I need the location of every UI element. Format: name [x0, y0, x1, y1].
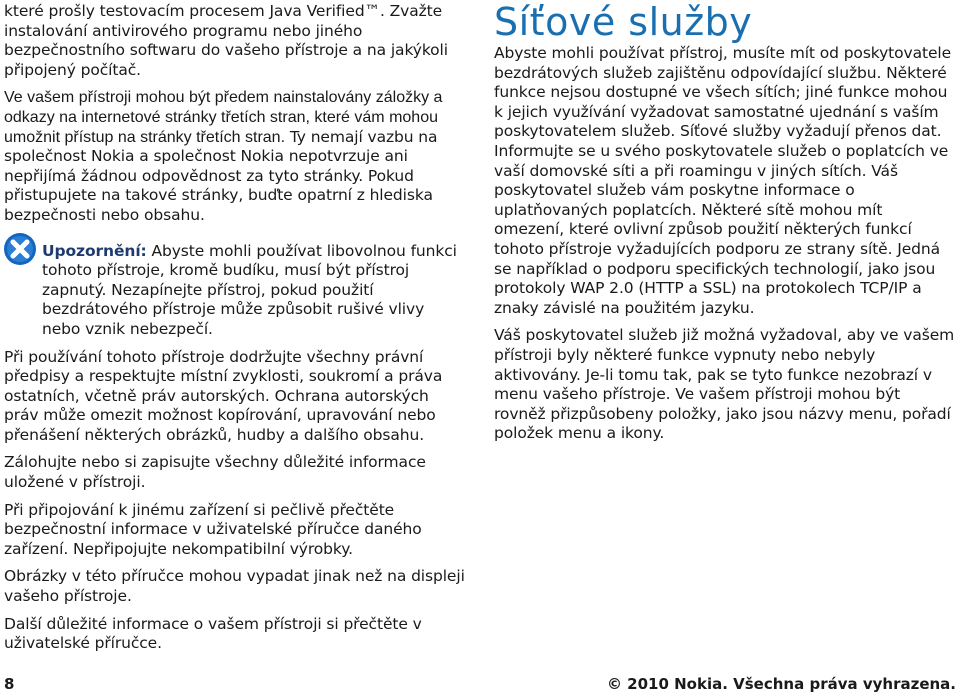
third-party-sentence: Ve vašem přístroji mohou být předem nainstalovány záložky a odkazy na internetové stránky třetích stran, které vám mohou umožnit přístup na stránky třetích stran.	[4, 89, 443, 146]
copyright-notice: © 2010 Nokia. Všechna práva vyhrazena.	[606, 675, 956, 693]
images-paragraph: Obrázky v této příručce mohou vypadat jinak než na displeji vašeho přístroje.	[4, 567, 465, 606]
right-column	[494, 0, 956, 452]
connect-paragraph: Při připojování k jinému zařízení si pečlivě přečtěte bezpečnostní informace v uživatelské příručce daného zařízení. Nepřipojujte nekompatibilní výrobky.	[4, 500, 422, 558]
network-services-paragraph: Abyste mohli používat přístroj, musíte mít od poskytovatele bezdrátových služeb zajištěnu odpovídající službu. Některé funkce nejsou dostupné ve všech sítích; jiné funkce mohou k jejich využívání vyžadovat samostatné ujednání s vaším poskytovatelem služeb. Síťové služby vyžadují přenos dat. Informujte se u svého poskytovatele služeb o poplatcích ve vaší domovské síti a při roamingu v jiných sítích. Váš poskytovatel služeb vám poskytne informace o uplatňovaných poplatcích. Některé sítě mohou mít omezení, které ovlivní způsob použití některých funkcí tohoto přístroje vyžadujících podporu ze strany sítě. Jedná se například o podporu specifických technologií, jako jsou protokoly WAP 2.0 (HTTP a SSL) na protokolech TCP/IP a znaky závislé na použitém jazyku.	[494, 44, 952, 317]
warning-text: Abyste mohli používat libovolnou funkci tohoto přístroje, kromě budíku, musí být přístroj zapnutý. Nezapínejte přístroj, pokud použití bezdrátového přístroje může způsobit rušivé vlivy nebo vznik nebezpečí.	[42, 241, 457, 338]
provider-paragraph: Váš poskytovatel služeb již možná vyžadoval, aby ve vašem přístroji byly některé funkce vypnuty nebo nebyly aktivovány. Je-li tomu tak, pak se tyto funkce nezobrazí v menu vašeho přístroje. Ve vašem přístroji mohou být rovněž přizpůsobeny položky, jako jsou názvy menu, pořadí položek menu a ikony.	[494, 326, 955, 443]
warning-block	[4, 242, 466, 340]
intro-paragraph: které prošly testovacím procesem Java Verified™. Zvažte instalování antivirového programu nebo jiného bezpečnostního softwaru do vašeho přístroje a na jakýkoli připojený počítač.	[4, 2, 448, 79]
section-heading: Síťové služby	[494, 0, 753, 44]
warning-paragraph	[4, 242, 466, 340]
warning-title: Upozornění:	[42, 241, 147, 260]
page-number: 8	[4, 675, 15, 693]
more-info-paragraph: Další důležité informace o vašem přístroji si přečtěte v uživatelské příručce.	[4, 614, 422, 653]
third-party-disclaimer: Ty nemají vazbu na společnost Nokia a společnost Nokia nepotvrzuje ani nepřijímá žádnou odpovědnost za tyto stránky. Pokud přistupujete na takové stránky, buďte opatrní z hlediska bezpečnosti nebo obsahu.	[4, 127, 438, 224]
warning-x-icon	[2, 231, 38, 267]
left-column	[4, 0, 466, 662]
third-party-paragraph	[4, 88, 466, 225]
law-paragraph: Při používání tohoto přístroje dodržujte všechny právní předpisy a respektujte místní zvyklosti, soukromí a práva ostatních, včetně práv autorských. Ochrana autorských práv může omezit možnost kopírování, upravování nebo přenášení některých obrázků, hudby a dalšího obsahu.	[4, 347, 443, 444]
backup-paragraph: Zálohujte nebo si zapisujte všechny důležité informace uložené v přístroji.	[4, 453, 426, 492]
